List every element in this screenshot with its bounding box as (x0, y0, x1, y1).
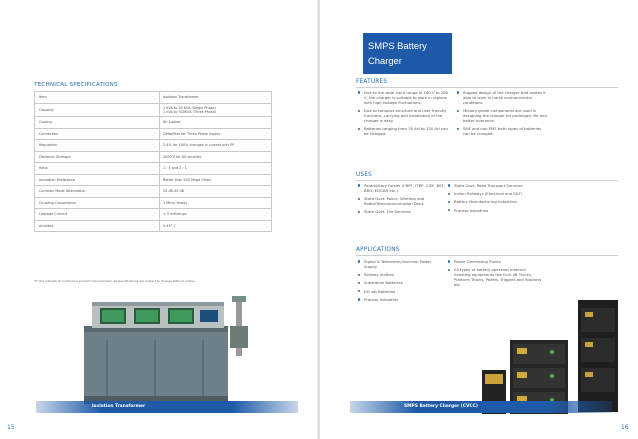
spec-row (35, 117, 272, 129)
disclaimer: *In the interest of continuous product improvement, all specifications are subject to change without notice. (34, 279, 196, 283)
list-item-text: Signal & Telecomm/Intercom Power Supply (364, 259, 432, 269)
spec-value: 2-4% for 100% changes in current only PF (160, 140, 272, 152)
spec-value: 1 KVA to 50 KVA (Single Phase) 1 KVA to 500KVA (Three Phase) (160, 103, 272, 117)
list-item (358, 297, 440, 302)
bullet-icon (358, 274, 360, 276)
list-item (358, 259, 440, 269)
bullet-icon (448, 193, 450, 195)
list-item-text: SMF and non SMF both types of batteries can be charged. (463, 126, 542, 137)
bullet-icon (448, 201, 450, 203)
bullet-icon (448, 260, 450, 262)
list-item (448, 208, 533, 213)
uses-divider (356, 180, 618, 181)
bullet-icon (448, 269, 450, 271)
spec-label: Ratio (35, 163, 160, 175)
smps-battery-charger-image (482, 300, 622, 415)
spec-label: Insulation Resistance (35, 174, 160, 186)
spec-label: Ambient (35, 220, 160, 232)
bullet-icon (358, 290, 360, 292)
spec-row (35, 163, 272, 175)
isolation-transformer-image (36, 296, 298, 408)
spec-label: Regulation (35, 140, 160, 152)
spec-label: Connection (35, 128, 160, 140)
list-item (358, 126, 453, 136)
list-item (448, 191, 533, 196)
page-number-right: 16 (621, 424, 629, 431)
bullet-icon (457, 91, 459, 93)
list-item-text: State Govt. Police, Wireless and Radio/Telecommunication Dept. (364, 196, 425, 207)
bullet-icon (358, 110, 360, 112)
spec-row (35, 92, 272, 104)
page-title-line-1: SMPS Battery (368, 40, 427, 51)
list-item-text: Substation Batteries (364, 280, 403, 286)
spec-row (35, 186, 272, 198)
list-item-text: Paramilitary Forces (CRPF, ITBP, CISF, BSF, BRO, EDGAR etc.) (364, 183, 446, 193)
spec-value: Delta/Star for Three Phase Supply (160, 128, 272, 140)
spec-row (35, 103, 272, 117)
bullet-icon (358, 282, 360, 284)
list-item-text: Rugged design of the charger that makes it able to work in harsh environmental conditions (463, 90, 546, 105)
list-item (448, 183, 533, 188)
list-item (457, 90, 549, 105)
bullet-icon (358, 260, 360, 262)
bullet-icon (457, 128, 459, 130)
features-heading: FEATURES (356, 79, 388, 85)
spec-label: Item (35, 92, 160, 104)
spec-value: < 5 milliamps (160, 209, 272, 221)
list-item (358, 289, 440, 294)
bullet-icon (358, 298, 360, 300)
list-item (448, 267, 543, 287)
spec-value: 0-45° C (160, 220, 272, 232)
list-item (358, 272, 440, 277)
bullet-icon (448, 184, 450, 186)
bullet-icon (358, 184, 360, 186)
uses-list-right (448, 183, 533, 216)
spec-row (35, 197, 272, 209)
list-item-text: State Govt. Road Transport Services (454, 183, 523, 188)
list-item (358, 108, 453, 123)
list-item (457, 126, 549, 136)
bullet-icon (457, 110, 459, 112)
list-item-text: Indian Railways (Electrical and S&T) (454, 191, 523, 197)
spec-value: 1 : 1 and 2 : 1 (160, 163, 272, 175)
list-item (448, 199, 533, 204)
spec-label: Cooling (35, 117, 160, 129)
features-divider (356, 87, 618, 88)
list-item (358, 209, 450, 214)
spec-label: Dielectric Strength (35, 151, 160, 163)
list-item-text: Due to the wide input range of 160 V to 280 V, the charger is suitable to work in regions with high voltage fluctuations. (364, 90, 449, 105)
spec-title: TECHNICAL SPECIFICATIONS (34, 82, 118, 88)
spec-row (35, 209, 272, 221)
specifications-table (34, 91, 272, 232)
spec-value: 2000 V for 60 seconds (160, 151, 272, 163)
features-list-left (358, 90, 453, 140)
page-number-left: 15 (7, 424, 15, 431)
spec-row (35, 174, 272, 186)
list-item-text: Batteries ranging from 35 AH to 120 AH can be charged. (364, 126, 448, 137)
spec-row (35, 151, 272, 163)
list-item (358, 183, 450, 193)
spec-value: Isolation Transformer (160, 92, 272, 104)
uses-heading: USES (356, 172, 373, 178)
list-item-text: Battery Manufacturing Industries (454, 199, 517, 205)
spec-label: Capacity (35, 103, 160, 117)
spec-label: Common Mode Attenuation (35, 186, 160, 198)
smps-charger-caption-bar (350, 401, 612, 413)
list-item-text: Military grade components are used in designing the charger for prolonged life and better tolerance. (463, 108, 547, 124)
list-item-text: Railway utilities (364, 272, 394, 278)
bullet-icon (358, 91, 360, 93)
isolation-transformer-caption-bar (36, 401, 298, 413)
list-item (358, 280, 440, 285)
spec-label: Coupling Capacitance (35, 197, 160, 209)
applications-list-right (448, 259, 543, 290)
spec-label: Leakage Current (35, 209, 160, 221)
bullet-icon (448, 209, 450, 211)
features-list-right (457, 90, 549, 140)
list-item-text: All types of battery operated material handling equipments like Fork-lift Trucks, Platform Trucks, Pallets, Triggers and Stackers etc. (454, 267, 542, 288)
list-item-text: State Govt. Fire Services (364, 209, 411, 215)
applications-heading: APPLICATIONS (356, 247, 400, 253)
list-item-text: DG set Batteries (364, 288, 396, 294)
list-item-text: Due to compact structure and user friendly functions, carrying and installation of the charger is easy. (364, 108, 447, 124)
isolation-transformer-caption: Isolation Transformer (92, 404, 146, 409)
uses-list-left (358, 183, 450, 218)
spec-value: 1 Micro farads (160, 197, 272, 209)
list-item-text: Power Generating Plants (454, 259, 501, 264)
list-item (358, 90, 453, 105)
list-item (457, 108, 549, 123)
applications-list-left (358, 259, 440, 305)
bullet-icon (358, 128, 360, 130)
spec-row (35, 140, 272, 152)
spec-value: 20 dB-40 dB (160, 186, 272, 198)
spec-row (35, 220, 272, 232)
bullet-icon (358, 211, 360, 213)
applications-divider (356, 255, 618, 256)
smps-charger-caption: SMPS Battery Charger (CVCC) (404, 404, 478, 409)
list-item (358, 196, 450, 206)
spec-value: Better than 500 Mega Ohms (160, 174, 272, 186)
list-item-text: Process Industries (454, 207, 489, 213)
bullet-icon (358, 198, 360, 200)
page-title-line-2: Charger (368, 55, 402, 66)
spec-value: Air Cooled (160, 117, 272, 129)
spec-row (35, 128, 272, 140)
list-item (448, 259, 543, 264)
title-box (363, 33, 452, 74)
list-item-text: Process Industries (364, 296, 399, 302)
